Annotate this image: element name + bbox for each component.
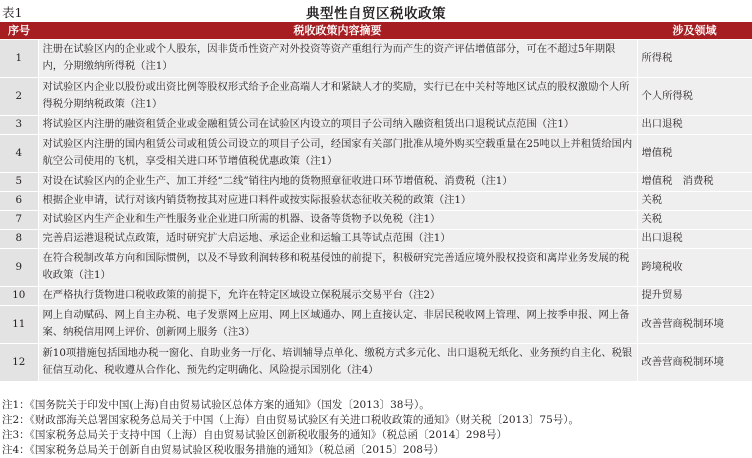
footnote: 注2：《财政部海关总署国家税务总局关于中国（上海）自由贸易试验区有关进口税收政策的通知》（财关税〔2013〕75号）。 xyxy=(2,414,580,426)
table-row xyxy=(0,39,752,77)
row-content: 将试验区内注册的融资租赁企业或金融租赁公司在试验区内设立的项目子公司纳入融资租赁出口退税试点范围（注1） xyxy=(38,115,637,134)
table-row xyxy=(0,210,752,229)
row-content: 网上自动赋码、网上自主办税、电子发票网上应用、网上区域通办、网上直接认定、非居民税收网上管理、网上按季申报、网上备案、纳税信用网上评价、创新网上服务（注3） xyxy=(38,305,637,343)
table-row xyxy=(0,248,752,286)
column-header-content: 税收政策内容摘要 xyxy=(38,22,637,39)
row-content: 完善启运港退税试点政策，适时研究扩大启运地、承运企业和运输工具等试点范围（注1） xyxy=(38,229,637,248)
row-area: 增值税 消费税 xyxy=(637,172,752,191)
table-row xyxy=(0,229,752,248)
row-content: 根据企业申请，试行对该内销货物按其对应进口料件或按实际报验状态征收关税的政策（注1） xyxy=(38,191,637,210)
row-number: 8 xyxy=(0,229,38,248)
footnote: 注3：《国家税务总局关于支持中国（上海）自由贸易试验区创新税收服务的通知》（税总函〔2014〕298号） xyxy=(2,429,507,441)
footnotes xyxy=(2,398,750,458)
row-area: 个人所得税 xyxy=(637,77,752,115)
table-row xyxy=(0,343,752,381)
row-content: 对试验区内生产企业和生产性服务业企业进口所需的机器、设备等货物予以免税（注1） xyxy=(38,210,637,229)
footnote: 注4：《国家税务总局关于创新自由贸易试验区税收服务措施的通知》（税总函〔2015〕208号） xyxy=(2,444,444,456)
table-header xyxy=(0,0,752,22)
row-number: 12 xyxy=(0,343,38,381)
row-number: 11 xyxy=(0,305,38,343)
table-row xyxy=(0,286,752,305)
table-header-row xyxy=(0,22,752,39)
row-content: 对设在试验区内的企业生产、加工并经“二线”销往内地的货物照章征收进口环节增值税、消费税（注1） xyxy=(38,172,637,191)
table-row xyxy=(0,115,752,134)
row-area: 所得税 xyxy=(637,39,752,77)
row-area: 改善营商税制环境 xyxy=(637,305,752,343)
column-header-no: 序号 xyxy=(0,22,38,39)
table-row xyxy=(0,191,752,210)
row-number: 9 xyxy=(0,248,38,286)
row-number: 1 xyxy=(0,39,38,77)
row-content: 对试验区内企业以股份或出资比例等股权形式给予企业高端人才和紧缺人才的奖励，实行已在中关村等地区试点的股权激励个人所得税分期纳税政策（注1） xyxy=(38,77,637,115)
table-row xyxy=(0,172,752,191)
table-title: 典型性自贸区税收政策 xyxy=(306,6,446,22)
table-row xyxy=(0,305,752,343)
row-content: 在符合税制改革方向和国际惯例，以及不导致利润转移和税基侵蚀的前提下，积极研究完善适应境外股权投资和离岸业务发展的税收政策（注1） xyxy=(38,248,637,286)
column-header-area: 涉及领域 xyxy=(637,22,752,39)
table-row xyxy=(0,134,752,172)
row-content: 对试验区内注册的国内租赁公司或租赁公司设立的项目子公司，经国家有关部门批准从境外购买空载重量在25吨以上并租赁给国内航空公司使用的飞机，享受相关进口环节增值税优惠政策（注1） xyxy=(38,134,637,172)
row-number: 3 xyxy=(0,115,38,134)
row-content: 新10项措施包括国地办税一窗化、自助业务一厅化、培训辅导点单化、缴税方式多元化、出口退税无纸化、业务预约自主化、税银征信互动化、税收遵从合作化、预先约定明确化、风险提示国别化（注4） xyxy=(38,343,637,381)
row-number: 5 xyxy=(0,172,38,191)
tax-policy-table xyxy=(0,22,752,381)
row-area: 提升贸易 xyxy=(637,286,752,305)
row-area: 出口退税 xyxy=(637,115,752,134)
row-number: 4 xyxy=(0,134,38,172)
row-content: 注册在试验区内的企业或个人股东，因非货币性资产对外投资等资产重组行为而产生的资产评估增值部分，可在不超过5年期限内，分期缴纳所得税（注1） xyxy=(38,39,637,77)
row-area: 跨境税收 xyxy=(637,248,752,286)
row-area: 增值税 xyxy=(637,134,752,172)
row-area: 出口退税 xyxy=(637,229,752,248)
footnote: 注1：《国务院关于印发中国(上海)自由贸易试验区总体方案的通知》（国发〔2013〕38号）。 xyxy=(2,399,430,411)
row-number: 10 xyxy=(0,286,38,305)
table-row xyxy=(0,77,752,115)
row-area: 改善营商税制环境 xyxy=(637,343,752,381)
row-number: 7 xyxy=(0,210,38,229)
table-label: 表1 xyxy=(2,5,23,20)
row-number: 6 xyxy=(0,191,38,210)
row-content: 在严格执行货物进口税收政策的前提下，允许在特定区域设立保税展示交易平台（注2） xyxy=(38,286,637,305)
row-area: 关税 xyxy=(637,191,752,210)
row-number: 2 xyxy=(0,77,38,115)
row-area: 关税 xyxy=(637,210,752,229)
